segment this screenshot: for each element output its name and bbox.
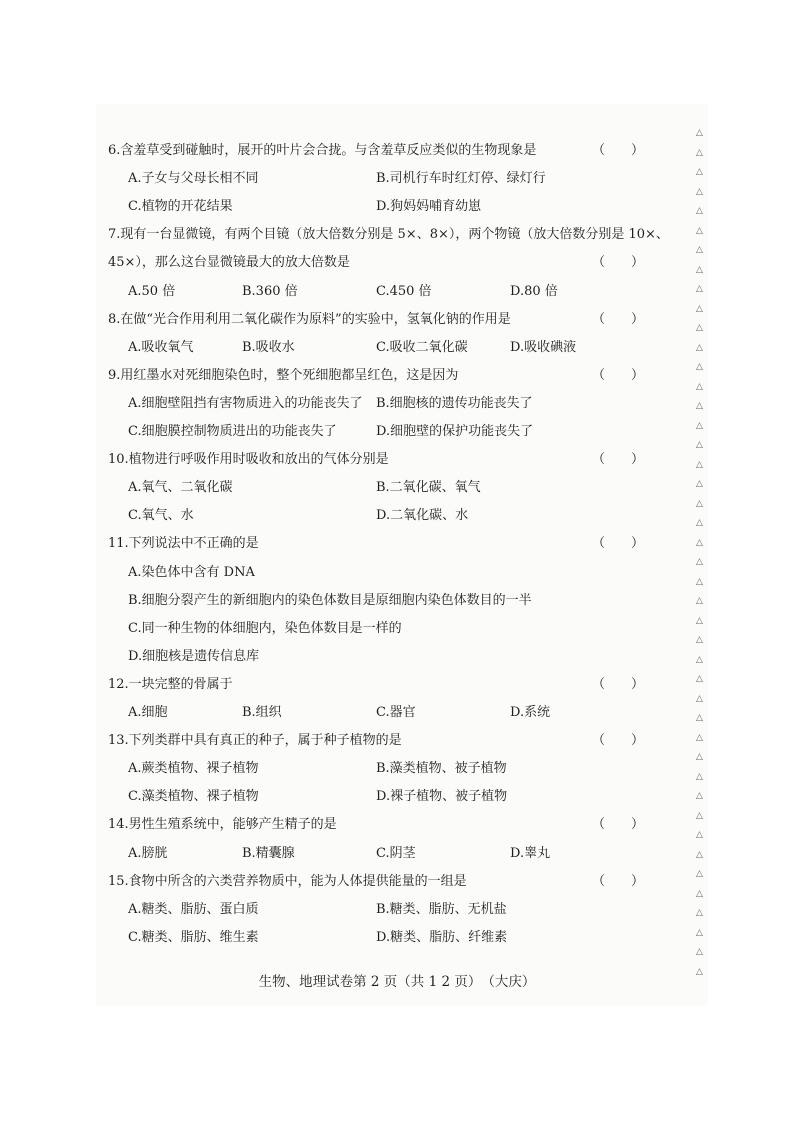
binding-edge-mark: △ <box>696 440 703 450</box>
binding-edge-mark: △ <box>696 303 703 314</box>
question-stem <box>108 224 669 246</box>
answer-bracket: （ ） <box>592 733 645 749</box>
binding-edge-mark: △ <box>696 947 703 957</box>
binding-edge-mark: △ <box>696 206 703 216</box>
question-text: 13.下列类群中具有真正的种子，属于种子植物的是 <box>108 733 402 749</box>
question-text: 11.下列说法中不正确的是 <box>108 536 259 552</box>
binding-edge-mark: △ <box>696 479 703 489</box>
option-c: C.藻类植物、裸子植物 <box>128 789 259 805</box>
binding-edge-mark: △ <box>696 888 703 899</box>
option-c: C.同一种生物的体细胞内，染色体数目是一样的 <box>128 620 402 636</box>
question-stem <box>108 140 648 162</box>
binding-edge-mark: △ <box>696 810 703 821</box>
binding-edge-mark: △ <box>696 537 703 548</box>
option-d: D.80 倍 <box>510 283 558 299</box>
binding-edge-mark: △ <box>696 927 703 938</box>
binding-edge-mark: △ <box>696 245 703 255</box>
question-text: 12.一块完整的骨属于 <box>108 676 233 692</box>
option-b: B.二氧化碳、氧气 <box>376 480 481 496</box>
option-d: D.细胞壁的保护功能丧失了 <box>376 424 534 439</box>
option-c: C.植物的开花结果 <box>128 199 233 215</box>
binding-edge-mark: △ <box>696 186 703 197</box>
option-b: B.司机行车时红灯停、绿灯行 <box>376 171 546 187</box>
answer-bracket: （ ） <box>592 143 645 158</box>
page-footer: 生物、地理试卷第 2 页（共 1 2 页） （大庆） <box>258 974 536 990</box>
binding-edge-mark: △ <box>696 693 703 704</box>
options-row <box>108 899 648 921</box>
question-stem <box>108 674 648 696</box>
options-row <box>108 618 648 640</box>
option-a: A.膀胱 <box>128 845 168 861</box>
binding-edge-mark: △ <box>696 381 703 392</box>
options-row <box>108 168 648 190</box>
option-a: A.染色体中含有 DNA <box>128 564 255 580</box>
option-b: B.细胞分裂产生的新细胞内的染色体数目是原细胞内染色体数目的一半 <box>128 592 532 608</box>
binding-edge-mark: △ <box>696 264 703 275</box>
binding-edge-mark: △ <box>696 713 703 723</box>
binding-edge-mark: △ <box>696 966 703 977</box>
options-row <box>108 758 648 780</box>
binding-edge-mark: △ <box>696 615 703 626</box>
question-text: 9.用红墨水对死细胞染色时，整个死细胞都呈红色，这是因为 <box>108 367 459 383</box>
binding-edge-mark: △ <box>696 557 703 567</box>
option-b: B.细胞核的遗传功能丧失了 <box>376 395 533 411</box>
option-d: D.狗妈妈哺育幼崽 <box>376 199 482 215</box>
option-a: A.蕨类植物、裸子植物 <box>128 761 259 777</box>
option-b: B.精囊腺 <box>242 845 295 861</box>
binding-edge-mark: △ <box>696 635 703 645</box>
binding-edge-mark: △ <box>696 225 703 236</box>
answer-bracket: （ ） <box>592 367 645 383</box>
binding-edge-mark: △ <box>696 732 703 743</box>
binding-edge-mark: △ <box>696 342 703 353</box>
binding-edge-mark: △ <box>696 167 703 177</box>
option-c: C.细胞膜控制物质进出的功能丧失了 <box>128 424 337 439</box>
option-c: C.吸收二氧化碳 <box>376 339 468 355</box>
option-b: B.吸收水 <box>242 339 295 355</box>
options-row <box>108 281 648 303</box>
binding-edge-mark: △ <box>696 830 703 840</box>
option-b: B.360 倍 <box>242 283 298 299</box>
question-text: 45×），那么这台显微镜最大的放大倍数是 <box>108 255 350 271</box>
options-row <box>108 702 648 724</box>
binding-edge-mark: △ <box>696 771 703 782</box>
binding-edge-mark: △ <box>696 420 703 431</box>
binding-edge-mark: △ <box>696 596 703 606</box>
options-row <box>108 196 648 218</box>
answer-bracket: （ ） <box>592 255 645 271</box>
binding-edge-mark: △ <box>696 576 703 587</box>
option-c: C.氧气、水 <box>128 508 194 524</box>
question-stem-continued <box>108 252 648 274</box>
option-d: D.系统 <box>510 705 551 720</box>
answer-bracket: （ ） <box>592 676 645 692</box>
binding-edge-mark: △ <box>696 674 703 684</box>
question-stem <box>108 814 648 836</box>
question-text: 10.植物进行呼吸作用时吸收和放出的气体分别是 <box>108 452 389 468</box>
question-stem <box>108 449 648 471</box>
answer-bracket: （ ） <box>592 817 645 833</box>
option-b: B.组织 <box>242 705 282 720</box>
option-d: D.二氧化碳、水 <box>376 508 469 524</box>
question-text: 6.含羞草受到碰触时，展开的叶片会合拢。与含羞草反应类似的生物现象是 <box>108 143 537 158</box>
question-stem <box>108 365 648 387</box>
options-row <box>108 590 648 612</box>
option-d: D.裸子植物、被子植物 <box>376 789 508 805</box>
option-d: D.睾丸 <box>510 845 551 861</box>
option-a: A.子女与父母长相不同 <box>128 171 259 187</box>
question-stem <box>108 533 648 555</box>
answer-bracket: （ ） <box>592 536 645 552</box>
option-c: C.器官 <box>376 705 416 720</box>
option-d: D.细胞核是遗传信息库 <box>128 648 260 664</box>
option-c: C.糖类、脂肪、维生素 <box>128 929 259 945</box>
binding-edge-mark: △ <box>696 849 703 860</box>
binding-edge-mark: △ <box>696 752 703 762</box>
binding-edge-mark: △ <box>696 908 703 918</box>
binding-edge-mark: △ <box>696 459 703 470</box>
binding-edge-mark: △ <box>696 869 703 879</box>
options-row <box>108 786 648 808</box>
answer-bracket: （ ） <box>592 873 645 889</box>
binding-edge-mark: △ <box>696 362 703 372</box>
binding-edge-mark: △ <box>696 284 703 294</box>
option-a: A.吸收氧气 <box>128 339 194 355</box>
question-text: 14.男性生殖系统中，能够产生精子的是 <box>108 817 337 833</box>
question-stem <box>108 730 648 752</box>
option-a: A.50 倍 <box>128 283 176 299</box>
answer-bracket: （ ） <box>592 452 645 468</box>
options-row <box>108 393 648 415</box>
option-c: C.阴茎 <box>376 845 416 861</box>
options-row <box>108 562 648 584</box>
binding-edge-mark: △ <box>696 401 703 411</box>
binding-edge-mark: △ <box>696 128 703 138</box>
option-a: A.糖类、脂肪、蛋白质 <box>128 901 259 917</box>
answer-bracket: （ ） <box>592 311 645 327</box>
option-c: C.450 倍 <box>376 283 432 299</box>
options-row <box>108 421 648 443</box>
binding-edge-mark: △ <box>696 498 703 509</box>
option-b: B.藻类植物、被子植物 <box>376 761 507 777</box>
question-stem <box>108 871 648 893</box>
question-text: 15.食物中所含的六类营养物质中，能为人体提供能量的一组是 <box>108 873 467 889</box>
option-d: D.吸收碘液 <box>510 339 577 355</box>
options-row <box>108 505 648 527</box>
option-a: A.氧气、二氧化碳 <box>128 480 233 496</box>
binding-edge-mark: △ <box>696 147 703 158</box>
binding-edge-mark: △ <box>696 323 703 333</box>
question-text: 7.现有一台显微镜，有两个目镜（放大倍数分别是 5×、8×），两个物镜（放大倍数分别是 10×、 <box>108 227 669 243</box>
binding-edge-mark: △ <box>696 654 703 665</box>
question-text: 8.在做“光合作用利用二氧化碳作为原料”的实验中，氢氧化钠的作用是 <box>108 311 511 327</box>
option-a: A.细胞壁阻挡有害物质进入的功能丧失了 <box>128 395 363 411</box>
options-row <box>108 646 648 668</box>
options-row <box>108 843 648 865</box>
binding-edge-mark: △ <box>696 791 703 801</box>
binding-edge-mark: △ <box>696 518 703 528</box>
option-a: A.细胞 <box>128 705 168 720</box>
option-b: B.糖类、脂肪、无机盐 <box>376 901 507 917</box>
options-row <box>108 337 648 359</box>
options-row <box>108 927 648 949</box>
option-d: D.糖类、脂肪、纤维素 <box>376 929 508 945</box>
question-stem <box>108 309 648 331</box>
options-row <box>108 477 648 499</box>
